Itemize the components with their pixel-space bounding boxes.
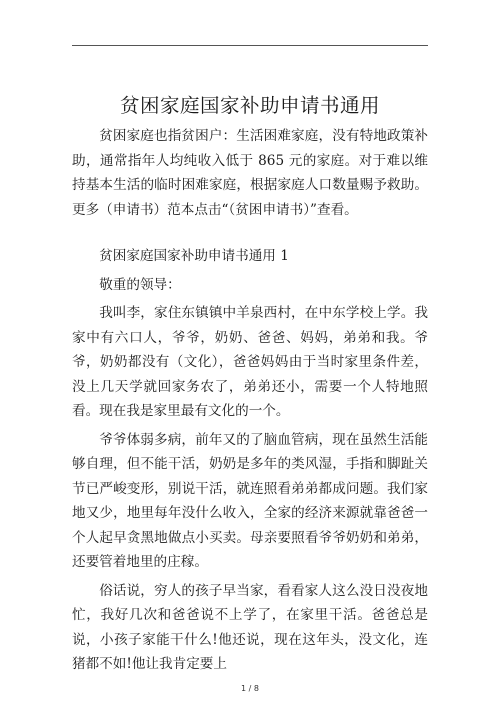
body-paragraph-1: 我叫李，家住东镇镇中羊泉西村，在中东学校上学。我家中有六口人，爷爷，奶奶、爸爸、妈妈，弟弟和我。爷爷，奶奶都没有（文化），爸爸妈妈由于当时家里条件差，没上几天学就回家务农了，弟弟还小，需要一个人特地照看。现在我是家里最有文化的一个。 xyxy=(72,305,428,419)
intro-paragraph: 贫困家庭也指贫困户：生活困难家庭，没有特地政策补助，通常指年人均纯收入低于 865 元的家庭。对于难以维持基本生活的临时困难家庭，根据家庭人口数量赐予救助。更多（申请书）范本点击“（贫困申请书）”查看。 xyxy=(72,128,428,218)
salutation: 敬重的领导： xyxy=(99,276,181,293)
body-paragraph-3: 俗话说，穷人的孩子早当家，看看家人这么没日没夜地忙，我好几次和爸爸说不上学了，在家里干活。爸爸总是说，小孩子家能干什么!他还说，现在这年头，没文化，连猪都不如!他让我肯定要上 xyxy=(72,582,428,672)
page-title: 贫困家庭国家补助申请书通用 xyxy=(119,94,380,118)
document-body xyxy=(72,124,428,677)
section-heading: 贫困家庭国家补助申请书通用 1 xyxy=(99,248,289,264)
page-number: 1 / 8 xyxy=(241,684,259,693)
header-rule xyxy=(72,45,428,46)
body-paragraph-2: 爷爷体弱多病，前年又的了脑血管病，现在虽然生活能够自理，但不能干活，奶奶是多年的类风湿，手指和脚趾关节已严峻变形，别说干活，就连照看弟弟都成问题。我们家地又少，地里每年没什么收入，全家的经济来源就靠爸爸一个人起早贪黑地做点小买卖。母亲要照看爷爷奶奶和弟弟，还要管着地里的庄稼。 xyxy=(72,431,428,570)
